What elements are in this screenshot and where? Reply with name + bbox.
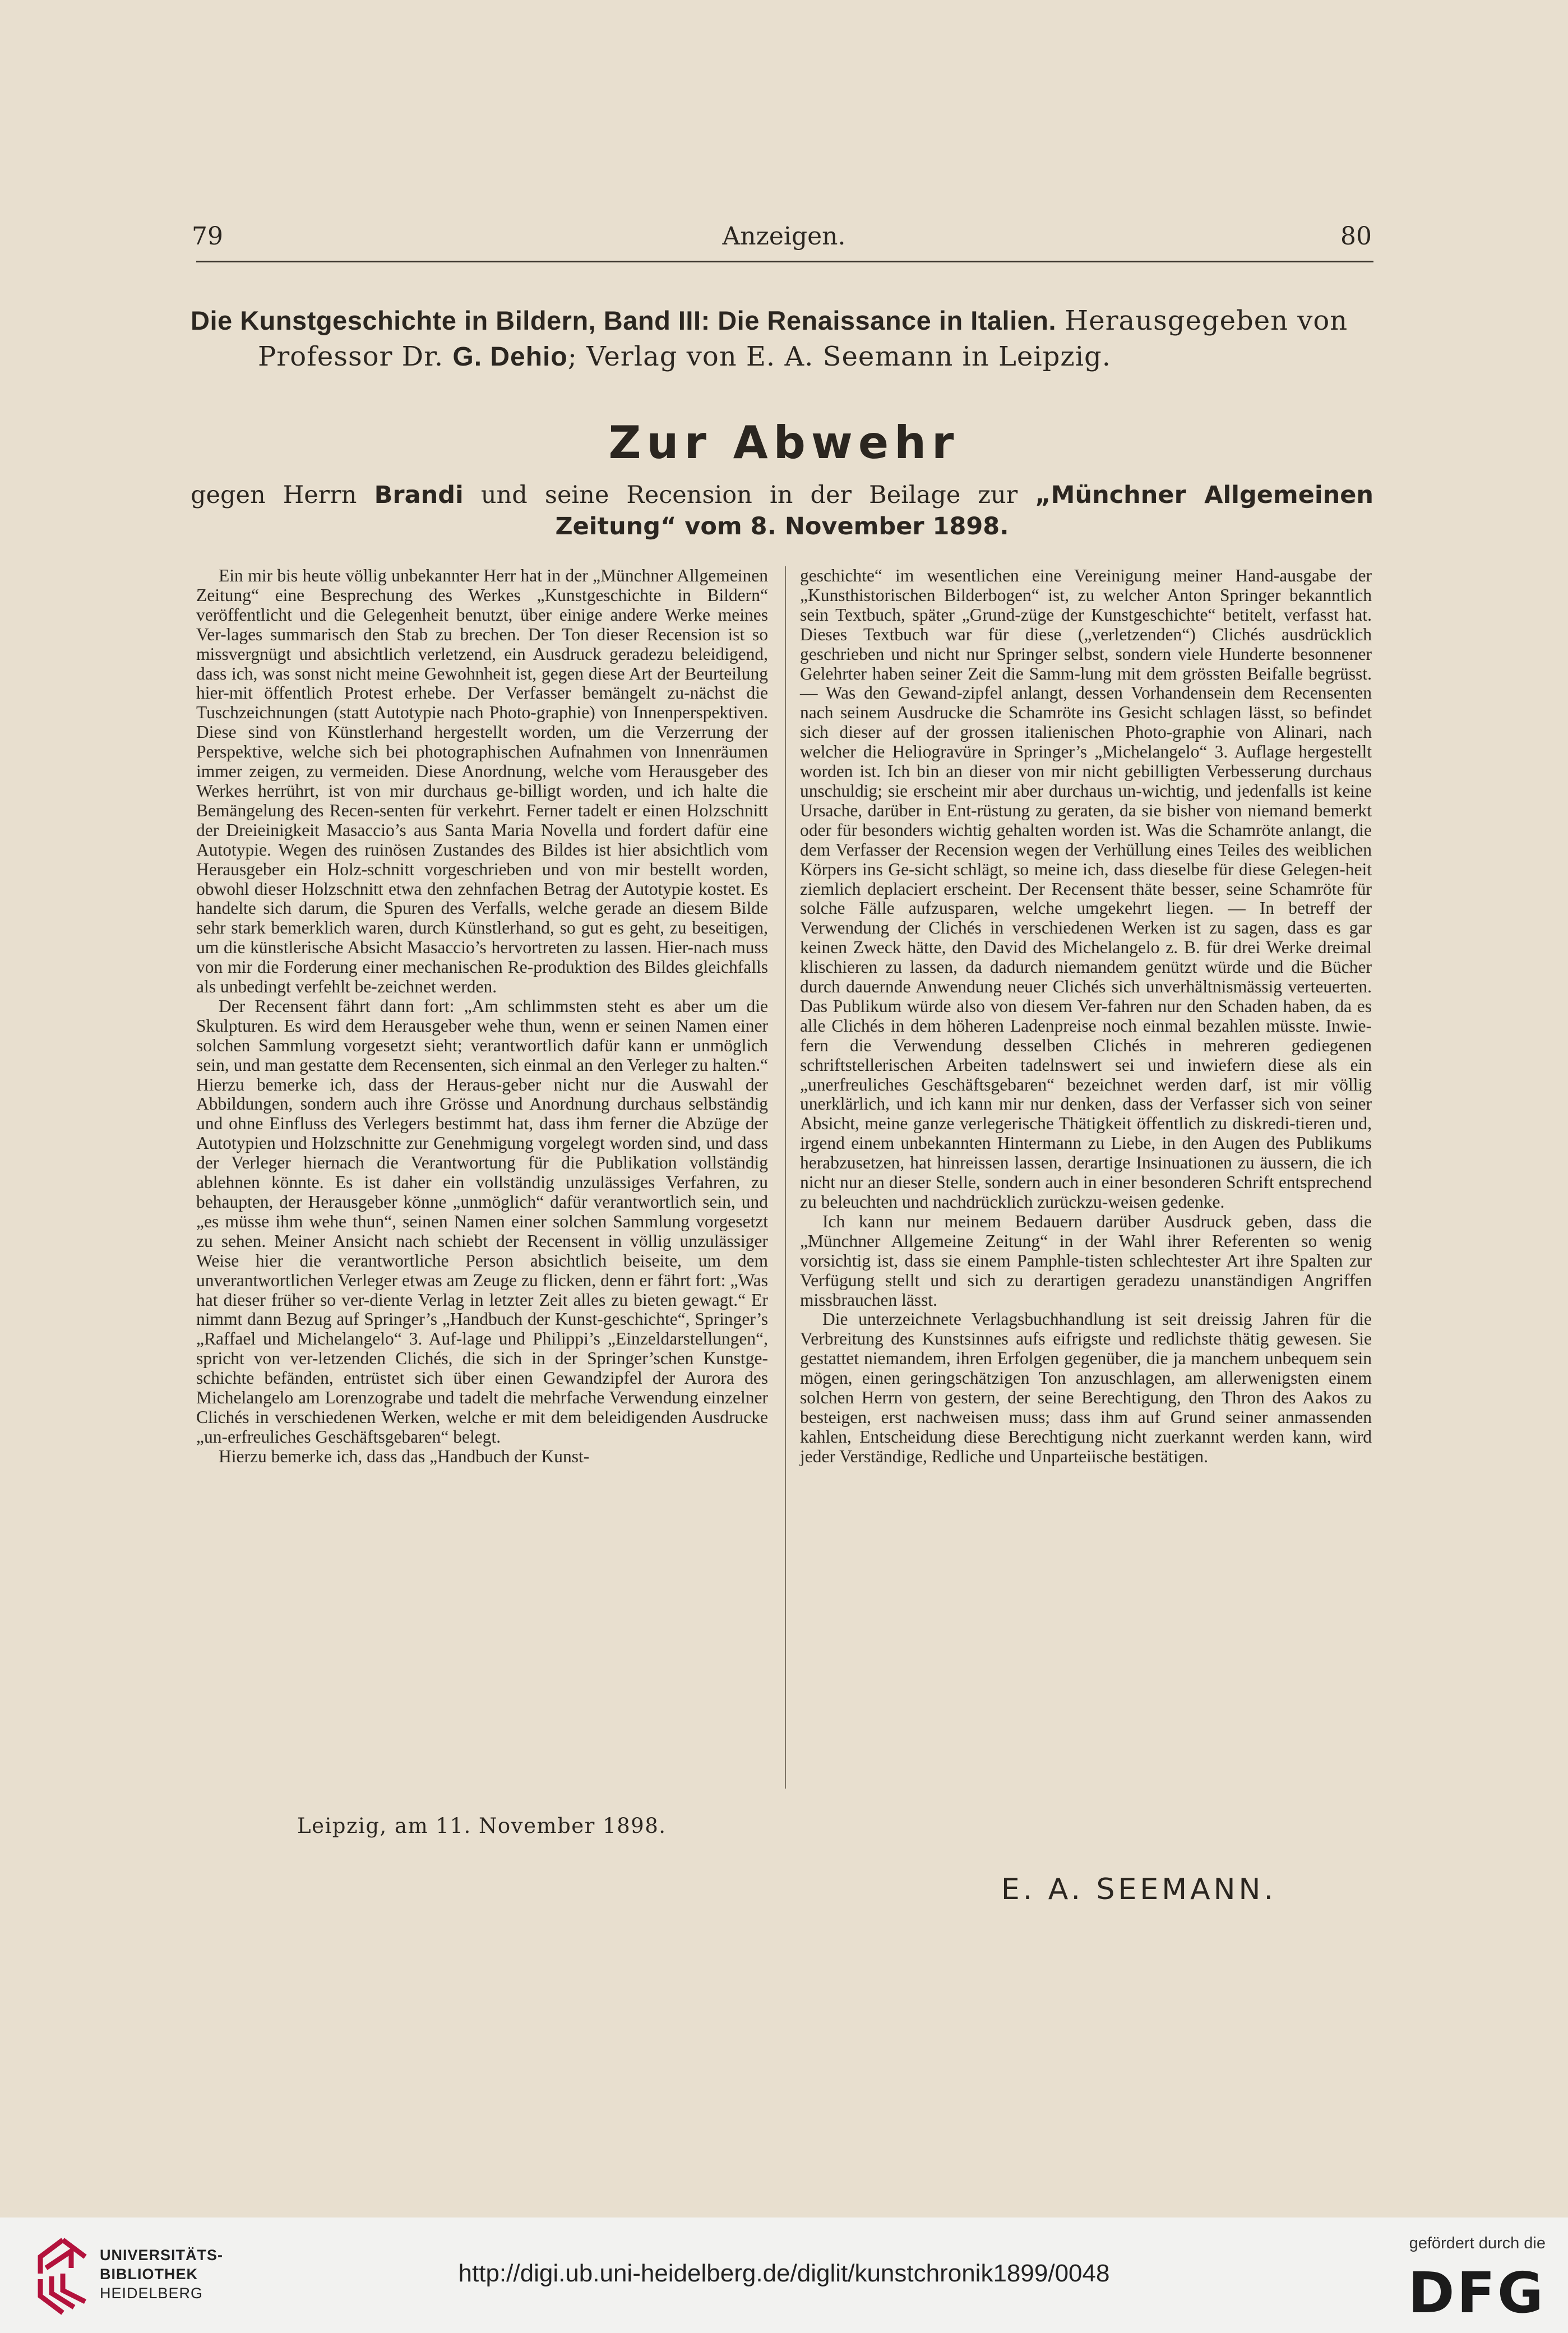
left-paragraph: Der Recensent fährt dann fort: „Am schlimmsten steht es aber um die Skulpturen. Es wird dem Herausgeber wehe thun, wenn er seinen Namen einer solchen Sammlung vorgesetzt sieht; verantwortlich dafür kann er unmöglich sein, und man gestatte dem Recensenten, sich einmal an den Verleger zu halten.“ Hierzu bemerke ich, dass der Heraus-geber nicht nur die Auswahl der Abbildungen, sondern auch ihre Grösse und Anordnung durchaus selbständig und ohne Einfluss des Verlegers bestimmt hat, dass ihm ferner die Abzüge der Autotypien und Holzschnitte zur Genehmigung vorgelegt worden sind, und dass der Verleger hiernach die Verantwortung für die Publikation vollständig ablehnen könnte. Es ist daher ein vollständig unzulässiges Verfahren, zu behaupten, der Herausgeber könne „unmöglich“ dafür verantwortlich sein, und „es müsse ihm wehe thun“, seinen Namen einer solchen Sammlung vorgesetzt zu sehen. Meiner Ansicht nach schiebt der Recensent in völlig unzulässiger Weise hier die verantwortliche Person absichtlich beiseite, um dem unverantwortlichen Verleger etwas am Zeuge zu flicken, denn er fährt fort: „Was hat dieser früher so ver-diente Verlag in letzter Zeit alles zu bieten gewagt.“ Er nimmt dann Bezug auf Springer’s „Handbuch der Kunst-geschichte“, Springer’s „Raffael und Michelangelo“ 3. Auf-lage und Philippi’s „Einzeldarstellungen“, spricht von ver-letzenden Clichés, die sich in der Springer’schen Kunstge-schichte befänden, entrüstet sich über einen Gewandzipfel der Aurora des Michelangelo am Lorenzograbe und tadelt die mehrfache Verwendung einzelner Clichés in verschiedenen Werken, welche er mit dem beleidigenden Ausdrucke „un-erfreuliches Geschäftsgebaren“ belegt. [196, 996, 768, 1447]
main-heading: Zur Abwehr [608, 417, 960, 469]
book-editor-name: G. Dehio [452, 342, 568, 372]
uni-line-1: UNIVERSITÄTS- [100, 2247, 224, 2263]
uni-line-2: BIBLIOTHEK [100, 2266, 198, 2283]
source-url-link[interactable]: http://digi.ub.uni-heidelberg.de/diglit/kunstchronik1899/0048 [458, 2260, 1110, 2287]
book-title-line2 [191, 339, 1373, 375]
book-title: Die Kunstgeschichte in Bildern, Band III: Die Renaissance in Italien. [191, 306, 1057, 335]
subtitle-part-b: und seine Recension in der Beilage zur [480, 481, 1018, 509]
uni-line-3: HEIDELBERG [100, 2285, 203, 2302]
dfg-logo: DFG [1408, 2260, 1546, 2326]
subtitle-part-a: gegen Herrn [191, 481, 357, 509]
right-paragraph: Ich kann nur meinem Bedauern darüber Ausdruck geben, dass die „Münchner Allgemeine Zeitung“ in der Wahl ihrer Referenten so wenig vorsichtig ist, dass sie einem Pamphle-tisten schlechtester Art ihre Spalten zur Verfügung stellt und sich zu derartigen geradezu unanständigen Angriffen missbrauchen lässt. [800, 1211, 1372, 1310]
column-divider [785, 566, 786, 1789]
signature: E. A. SEEMANN. [1001, 1873, 1276, 1906]
running-header: Anzeigen. [722, 222, 846, 251]
right-column [800, 566, 1372, 1467]
page-number-right: 80 [1340, 222, 1372, 251]
right-paragraph: Die unterzeichnete Verlagsbuchhandlung ist seit dreissig Jahren für die Verbreitung des Kunstsinnes aufs eifrigste und redlichste thätig gewesen. Sie gestattet niemandem, ihren Erfolgen gegenüber, die ja manchem unbequem sein mögen, einen geringschätzigen Ton anzuschlagen, am allerwenigsten einem solchen Herrn von gestern, der seine Berechtigung, den Thron des Aakos zu besteigen, erst nachweisen muss; dass ihm auf Grund seiner anmassenden kahlen, Entscheidung diese Berechtigung nicht zuerkannt werden kann, wird jeder Verständige, Redliche und Unparteiische bestätigen. [800, 1309, 1372, 1466]
funding-label: gefördert durch die [1409, 2234, 1546, 2252]
footer-bar [0, 2217, 1568, 2333]
book-title-professor: Professor Dr. [258, 341, 444, 372]
left-paragraph: Hierzu bemerke ich, dass das „Handbuch der Kunst- [219, 1446, 590, 1466]
subtitle [191, 479, 1373, 542]
subtitle-newspaper: „Münchner Allgemeinen Zeitung“ vom 8. November 1898. [555, 481, 1373, 540]
left-paragraph: Ein mir bis heute völlig unbekannter Herr hat in der „Münchner Allgemeinen Zeitung“ eine Besprechung des Werkes „Kunstgeschichte in Bildern“ veröffentlicht und die Gelegenheit benutzt, über einige andere Werke meines Ver-lages summarisch den Stab zu brechen. Der Ton dieser Recension ist so missvergnügt und absichtlich verletzend, ein Ausdruck geradezu beleidigend, dass ich, was sonst nicht meine Gewohnheit ist, gegen diese Art der Beurteilung hier-mit öffentlich Protest erhebe. Der Verfasser bemängelt zu-nächst die Tuschzeichnungen (statt Autotypie nach Photo-graphie) von Innenperspektiven. Diese sind von Künstlerhand hergestellt worden, um die Verzerrung der Perspektive, welche sich bei photographischen Aufnahmen von Innenräumen immer zeigen, zu vermeiden. Diese Anordnung, welche vom Herausgeber des Werkes herrührt, ist von mir durchaus ge-billigt worden, und ich halte die Bemängelung des Recen-senten für verkehrt. Ferner tadelt er einen Holzschnitt der Dreieinigkeit Masaccio’s aus Santa Maria Novella und fordert dafür eine Autotypie. Wegen des ruinösen Zustandes des Bildes ist hier absichtlich vom Herausgeber ein Holz-schnitt vorgeschrieben und von mir bestellt worden, obwohl dieser Holzschnitt etwa den zehnfachen Betrag der Autotypie kostet. Es handelte sich darum, die Spuren des Verfalls, welche gerade an diesem Bilde sehr stark bemerklich waren, durch Künstlerhand, so gut es geht, zu beseitigen, um die künstlerische Absicht Masaccio’s hervortreten zu lassen. Hier-nach muss von mir die Forderung einer mechanischen Re-produktion des Bildes gleichfalls als unbedingt verfehlt be-zeichnet werden. [196, 566, 768, 997]
book-title-editor-intro: Herausgegeben von [1065, 305, 1348, 336]
dateline: Leipzig, am 11. November 1898. [297, 1814, 667, 1838]
book-publisher: ; Verlag von E. A. Seemann in Leipzig. [567, 341, 1112, 372]
left-column [196, 566, 768, 1467]
header-rule [196, 261, 1373, 262]
book-title-block [191, 303, 1373, 375]
page-number-left: 79 [192, 222, 223, 251]
subtitle-name: Brandi [374, 481, 464, 509]
right-paragraph: geschichte“ im wesentlichen eine Vereinigung meiner Hand-ausgabe der „Kunsthistorischen Bilderbogen“ ist, zu welcher Anton Springer bekanntlich sein Textbuch, später „Grund-züge der Kunstgeschichte“ betitelt, verfasst hat. Dieses Textbuch war für diese („verletzenden“) Clichés ausdrücklich geschrieben und nicht nur Springer selbst, sondern viele Hunderte besonnener Gelehrter haben seiner Zeit die Samm-lung mit dem grössten Beifalle begrüsst. — Was den Gewand-zipfel anlangt, dessen Vorhandensein dem Recensenten nach seinem Ausdrucke die Schamröte ins Gesicht schlagen lässt, so befindet sich dieser auf der grossen italienischen Photo-graphie von Alinari, nach welcher die Heliogravüre in Springer’s „Michelangelo“ 3. Auflage hergestellt worden ist. Ich bin an dieser von mir nicht gebilligten Verbesserung durchaus unschuldig; sie erscheint mir aber durchaus un-wichtig, und jedenfalls ist keine Ursache, darüber in Ent-rüstung zu geraten, da sie bisher von niemand bemerkt oder für besonders wichtig gehalten worden ist. Was die Schamröte anlangt, die dem Verfasser der Recension wegen der Verhüllung eines Teiles des weiblichen Körpers ins Ge-sicht schlägt, so meine ich, dass dieselbe für diese Gelegen-heit ziemlich deplaciert erscheint. Der Recensent thäte besser, seine Schamröte für solche Fälle aufzusparen, welche umgekehrt liegen. — In betreff der Verwendung der Clichés in verschiedenen Werken ist zu sagen, dass es gar keinen Zweck hätte, den David des Michelangelo z. B. für drei Werke dreimal klischieren zu lassen, da dadurch niemandem genützt würde und die Bücher durch dauernde Anwendung neuer Clichés sich unverhältnismässig verteuerten. Das Publikum würde also von diesem Ver-fahren nur den Schaden haben, da es alle Clichés in dem höheren Ladenpreise noch einmal bezahlen müsste. Inwie-fern die Verwendung desselben Clichés in mehreren gediegenen schriftstellerischen Arbeiten tadelnswert sei und inwiefern diese als ein „unerfreuliches Geschäftsgebaren“ bezeichnet werden darf, ist mir völlig unerklärlich, und ich kann mir nur denken, dass der Verfasser sich von seiner Absicht, meine ganze verlegerische Thätigkeit öffentlich zu diskredi-tieren und, irgend einem unbekannten Hintermann zu Liebe, in den Augen des Publikums herabzusetzen, hat hinreissen lassen, derartige Insinuationen zu äussern, die ich nicht nur an dieser Stelle, sondern auch in einer besonderen Schrift entsprechend zu beleuchten und nachdrücklich zurückzu-weisen gedenke. [800, 566, 1372, 1212]
